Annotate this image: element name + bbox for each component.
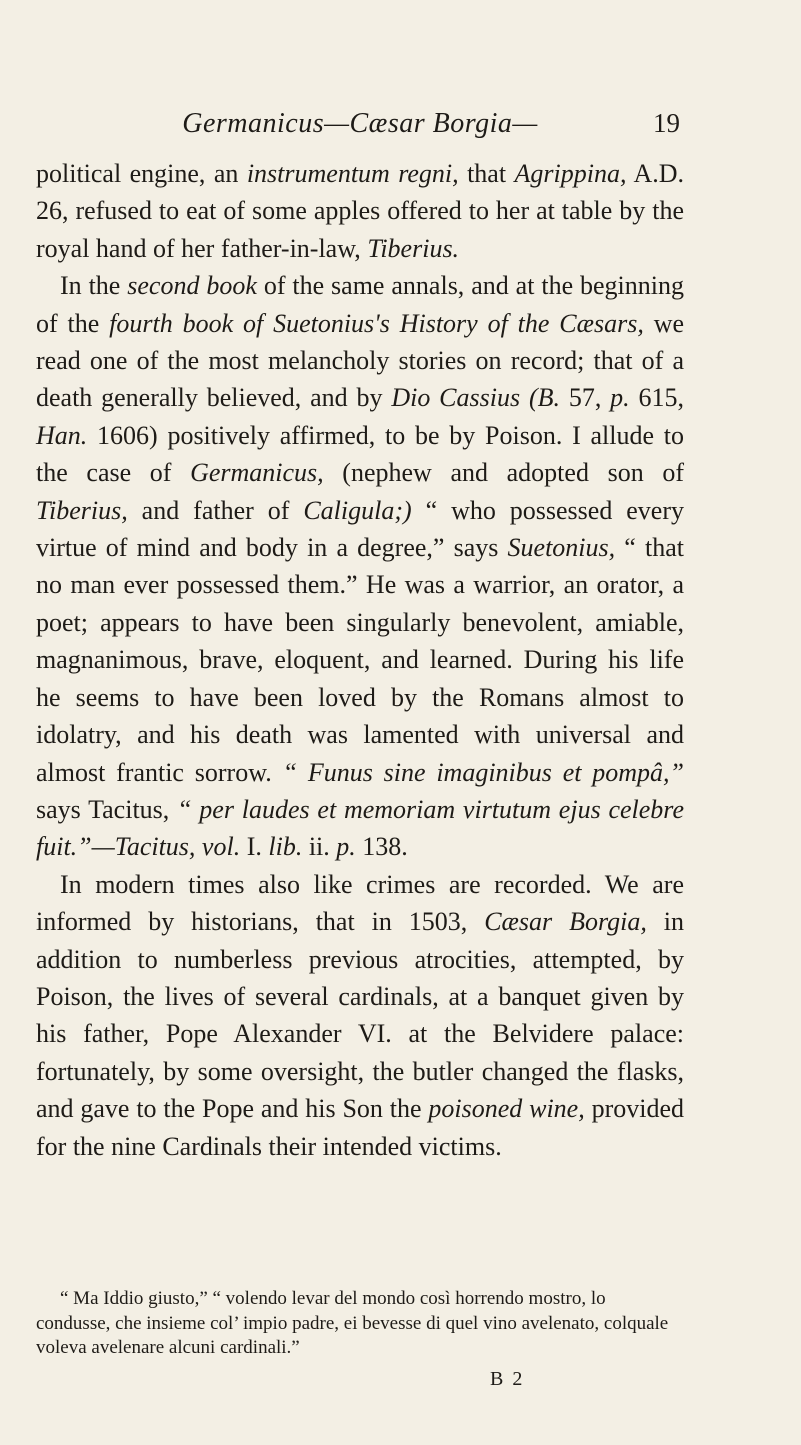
paragraph2-segment: p.: [610, 383, 630, 413]
signature-mark: B 2: [490, 1368, 525, 1390]
paragraph1-segment: A.D. 26, refused to eat of some apples offered to her at table by the royal hand of her father-in-law,: [36, 159, 684, 263]
paragraph-3: [36, 866, 684, 1165]
paragraph2-segment: (nephew and adopted son of: [323, 458, 684, 488]
paragraph1-segment: instrumentum regni,: [246, 159, 459, 188]
paragraph2-segment: 57,: [559, 383, 611, 413]
paragraph3-segment: provided for the nine Cardinals their intended victims.: [36, 1094, 684, 1161]
paragraph2-segment: of the same annals, and at the beginning of the: [36, 271, 684, 338]
paragraph2-segment: p.: [336, 832, 356, 862]
paragraph2-segment: Dio Cassius (B.: [391, 383, 560, 413]
paragraph2-segment: Han.: [36, 420, 88, 450]
paragraph2-segment: lib.: [268, 832, 303, 862]
paragraph1-segment: Agrippina,: [514, 159, 627, 188]
paragraph2-segment: “ who possessed every virtue of mind and body in a degree,” says: [36, 495, 684, 563]
paragraph2-segment: says Tacitus,: [36, 794, 178, 824]
page-number: 19: [653, 108, 680, 138]
paragraph2-segment: 1606) positively affirmed, to be by Poison. I allude to the case of: [36, 420, 684, 488]
paragraph1-segment: Tiberius.: [367, 233, 460, 263]
paragraph2-segment: we read one of the most melancholy stories on record; that of a death generally believed, and by: [36, 308, 685, 413]
paragraph2-segment: In the: [60, 271, 128, 301]
page-header: [40, 108, 680, 148]
paragraph2-segment: ii.: [302, 832, 337, 862]
paragraph3-segment: in addition to numberless previous atrocities, attempted, by Poison, the lives of several cardinals, at a banquet given by his father, Pope Alexander VI. at the Belvidere palace: fortunately, by some oversight, the butler changed the flasks, and gave to the Pope and his Son the: [36, 907, 684, 1124]
paragraph1-segment: political engine, an: [36, 159, 247, 188]
paragraph-1: [36, 155, 684, 267]
paragraph2-segment: “ that no man ever possessed them.” He was a warrior, an orator, a poet; appears to have been singularly benevolent, amiable, magnanimous, brave, eloquent, and learned. During his life he seems to have been loved by the Romans almost to idolatry, and his death was lamented with universal and almost frantic sorrow.: [36, 533, 684, 787]
paragraph-2: [36, 267, 684, 866]
footnote: “ Ma Iddio giusto,” “ volendo levar del mondo così horrendo mostro, lo condusse, che insieme col’ impio padre, ei bevesse di quel vino avelenato, colquale voleva avelenare alcuni cardinali.”: [36, 1288, 669, 1358]
paragraph3-segment: poisoned wine,: [428, 1094, 585, 1124]
paragraph2-segment: second book: [127, 271, 257, 301]
paragraph2-segment: 615,: [629, 383, 685, 413]
paragraph1-segment: that: [458, 159, 515, 188]
paragraph2-segment: Germanicus,: [190, 458, 324, 488]
paragraph2-segment: Caligula;): [303, 495, 412, 525]
paragraph2-segment: and father of: [127, 495, 304, 525]
paragraph2-segment: Suetonius,: [507, 533, 616, 563]
body-text: [36, 155, 684, 1165]
paragraph2-segment: I.: [240, 832, 269, 862]
running-head: Germanicus—Cæsar Borgia—: [182, 108, 538, 139]
paragraph3-segment: In modern times also like crimes are recorded. We are informed by historians, that in 1503,: [36, 869, 684, 937]
paragraph3-segment: Cæsar Borgia,: [484, 907, 647, 937]
paragraph2-segment: 138.: [355, 832, 408, 862]
paragraph2-segment: “ per laudes et memoriam virtutum ejus celebre fuit.”—Tacitus, vol.: [36, 794, 684, 862]
paragraph2-segment: fourth book of Suetonius's History of the Cæsars,: [109, 308, 644, 338]
paragraph2-segment: Tiberius,: [36, 495, 128, 525]
paragraph2-segment: “ Funus sine imaginibus et pompâ,”: [282, 757, 684, 787]
